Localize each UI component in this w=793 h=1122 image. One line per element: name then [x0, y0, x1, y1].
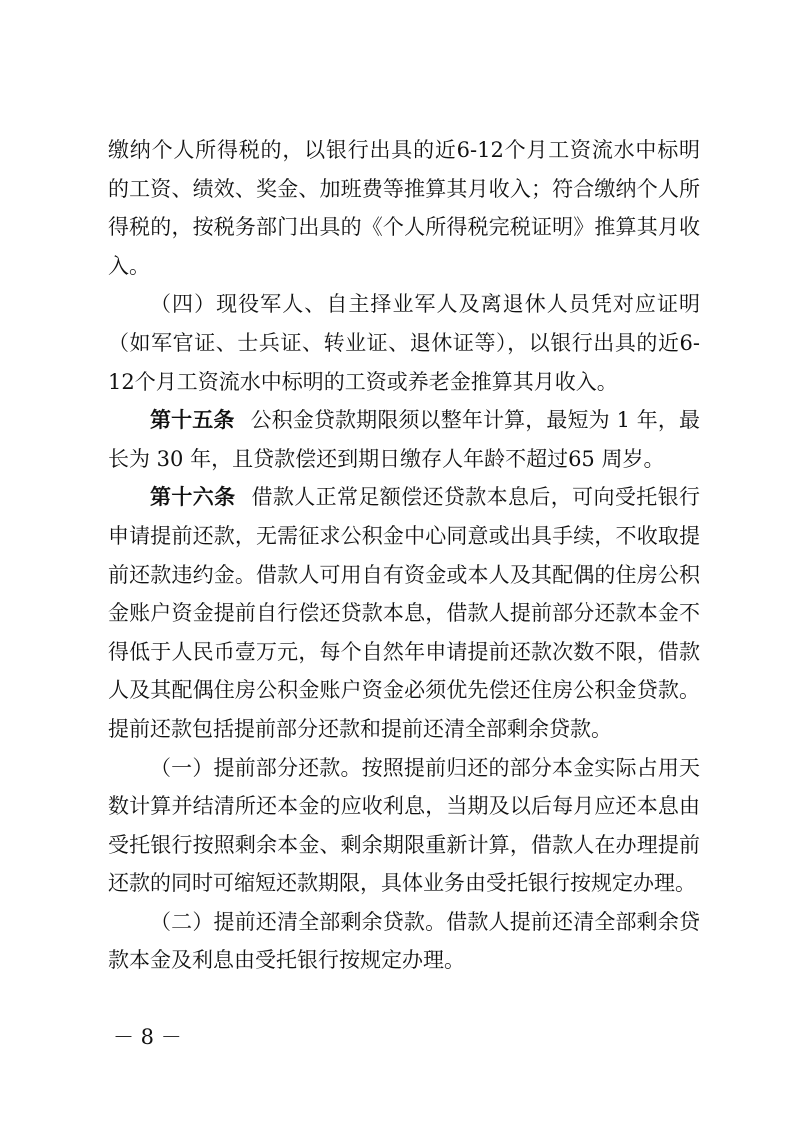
paragraph-full-prepayment: [108, 903, 700, 980]
paragraph-income-tax: [108, 131, 700, 285]
article-number: 第十六条: [150, 485, 236, 510]
paragraph-military-retiree: [108, 285, 700, 401]
article-15: [108, 401, 700, 478]
document-body: [108, 131, 700, 980]
article-text: 公积金贷款期限须以整年计算，最短为 1 年，最长为 30 年，且贷款偿还到期日缴存人年龄不超过65 周岁。: [108, 408, 700, 471]
article-number: 第十五条: [150, 408, 235, 433]
paragraph-text: （一）提前部分还款。按照提前归还的部分本金实际占用天数计算并结清所还本金的应收利息，当期及以后每月应还本息由受托银行按照剩余本金、剩余期限重新计算，借款人在办理提前还款的同时可缩短还款期限，具体业务由受托银行按规定办理。: [108, 755, 700, 896]
page-number: － 8 －: [113, 1025, 182, 1049]
paragraph-text: （二）提前还清全部剩余贷款。借款人提前还清全部剩余贷款本金及利息由受托银行按规定办理。: [108, 909, 700, 973]
article-text: 借款人正常足额偿还贷款本息后，可向受托银行申请提前还款，无需征求公积金中心同意或出具手续，不收取提前还款违约金。借款人可用自有资金或本人及其配偶的住房公积金账户资金提前自行偿还贷款本息，借款人提前部分还款本金不得低于人民币壹万元，每个自然年申请提前还款次数不限，借款人及其配偶住房公积金账户资金必须优先偿还住房公积金贷款。提前还款包括提前部分还款和提前还清全部剩余贷款。: [108, 485, 700, 741]
paragraph-text: （四）现役军人、自主择业军人及离退休人员凭对应证明（如军官证、士兵证、转业证、退休证等），以银行出具的近6-12个月工资流水中标明的工资或养老金推算其月收入。: [108, 292, 700, 394]
article-16: [108, 478, 700, 748]
paragraph-text: 缴纳个人所得税的，以银行出具的近6-12个月工资流水中标明的工资、绩效、奖金、加班费等推算其月收入；符合缴纳个人所得税的，按税务部门出具的《个人所得税完税证明》推算其月收入。: [108, 138, 700, 278]
paragraph-partial-prepayment: [108, 749, 700, 903]
